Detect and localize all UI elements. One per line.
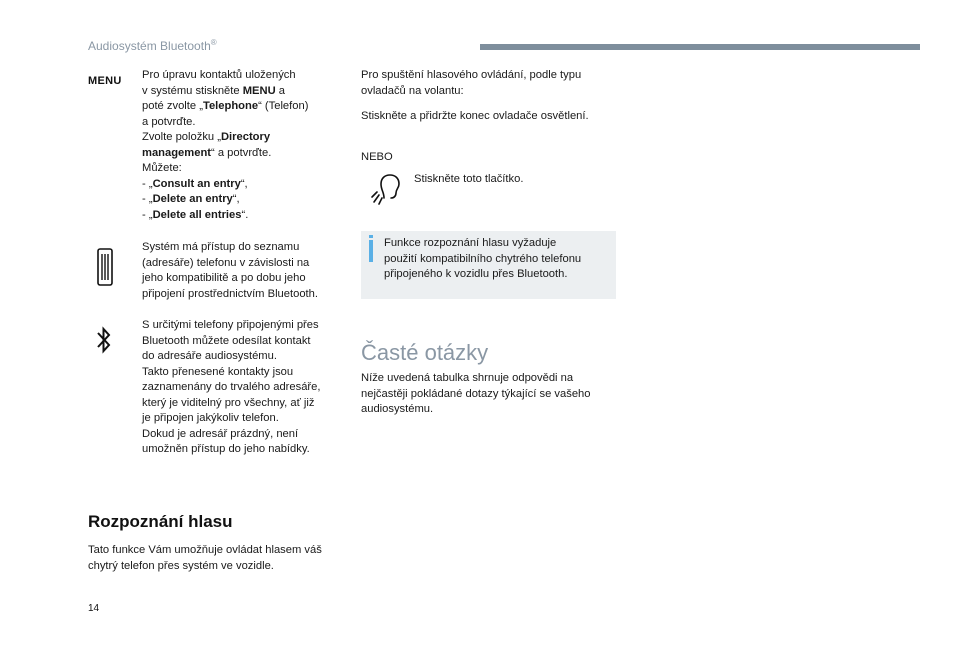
bluetooth-contacts-text (142, 318, 357, 458)
section-heading-faq: Časté otázky (361, 340, 489, 365)
text-span: v systému stiskněte (142, 84, 243, 97)
text-span: - „ (142, 177, 153, 190)
text-line: zaznamenány do trvalého adresáře, (142, 381, 321, 393)
info-note (361, 231, 616, 299)
text-line: ovladačů na volantu: (361, 84, 464, 97)
text-line: připojení prostřednictvím Bluetooth. (142, 287, 318, 300)
info-icon (369, 240, 373, 262)
text-line: Níže uvedená tabulka shrnuje odpovědi na (361, 372, 574, 384)
text-line: a potvrďte. (142, 115, 196, 128)
voice-section-text (88, 543, 358, 574)
press-button-text: Stiskněte toto tlačítko. (414, 173, 524, 185)
section-heading-voice: Rozpoznání hlasu (88, 512, 233, 531)
bold-span: management (142, 146, 212, 159)
bold-span: Consult an entry (152, 177, 241, 190)
list-item (142, 177, 352, 193)
menu-key-label: MENU (88, 75, 122, 87)
header-title: Audiosystém Bluetooth (88, 39, 211, 53)
list-item (142, 208, 352, 224)
phone-icon (97, 248, 113, 291)
text-span: - „ (142, 193, 153, 205)
text-span: “. (241, 208, 249, 221)
phonebook-text (142, 240, 357, 302)
bold-span: Delete all entries (152, 208, 242, 221)
text-line: Bluetooth můžete odesílat kontakt (142, 334, 311, 347)
bold-span: MENU (242, 84, 276, 97)
text-line: Systém má přístup do seznamu (142, 241, 300, 253)
page-number: 14 (88, 603, 100, 614)
voice-command-icon (368, 172, 404, 211)
bold-span: Delete an entry (152, 193, 233, 205)
text-span: “ (Telefon) (258, 100, 309, 112)
text-line: umožněn přístup do jeho nabídky. (142, 443, 310, 455)
text-line (142, 99, 352, 115)
text-span: “, (240, 177, 248, 190)
text-line: je připojen jakýkoliv telefon. (142, 412, 279, 424)
trademark: ® (210, 38, 217, 47)
text-line (142, 84, 352, 100)
text-span: - „ (142, 208, 153, 221)
text-line: Dokud je adresář prázdný, není (142, 427, 299, 440)
text-line: do adresáře audiosystému. (142, 350, 277, 362)
text-line: připojeného k vozidlu přes Bluetooth. (384, 268, 568, 280)
text-span: “, (232, 193, 240, 205)
text-line: který je viditelný pro všechny, ať již (142, 396, 315, 409)
text-line (142, 146, 352, 162)
text-line: S určitými telefony připojenými přes (142, 319, 319, 331)
voice-start-text (361, 68, 621, 99)
text-line: Tato funkce Vám umožňuje ovládat hlasem váš (88, 544, 322, 556)
text-line: nejčastěji pokládané dotazy týkající se vašeho (361, 387, 591, 400)
bold-span: Directory (220, 131, 271, 143)
text-line: chytrý telefon přes systém ve vozidle. (88, 559, 274, 572)
faq-text (361, 371, 621, 418)
info-note-text (384, 236, 612, 283)
text-line: Můžete: (142, 162, 182, 174)
bluetooth-icon (96, 326, 112, 359)
text-span: a (275, 84, 286, 97)
text-line: použití kompatibilního chytrého telefonu (384, 252, 582, 265)
text-line: audiosystému. (361, 403, 434, 415)
text-line: Pro úpravu kontaktů uložených (142, 69, 296, 81)
running-header (88, 38, 217, 53)
or-text: NEBO (361, 151, 393, 163)
options-list (142, 177, 352, 224)
bold-span: Telephone (202, 100, 259, 112)
text-line: Pro spuštění hlasového ovládání, podle typu (361, 69, 582, 81)
header-bar (480, 44, 920, 50)
menu-instructions (142, 68, 352, 223)
light-stalk-text: Stiskněte a přidržte konec ovladače osvětlení. (361, 110, 589, 122)
text-line: Takto přenesené kontakty jsou (142, 365, 294, 378)
text-span: poté zvolte „ (142, 100, 203, 112)
text-line (142, 130, 352, 146)
text-line: (adresáře) telefonu v závislosti na (142, 256, 310, 269)
text-span: “ a potvrďte. (211, 146, 272, 159)
text-line: Funkce rozpoznání hlasu vyžaduje (384, 237, 557, 249)
text-span: Zvolte položku „ (142, 131, 221, 143)
list-item (142, 192, 352, 208)
text-line: jeho kompatibilitě a po dobu jeho (142, 272, 306, 284)
